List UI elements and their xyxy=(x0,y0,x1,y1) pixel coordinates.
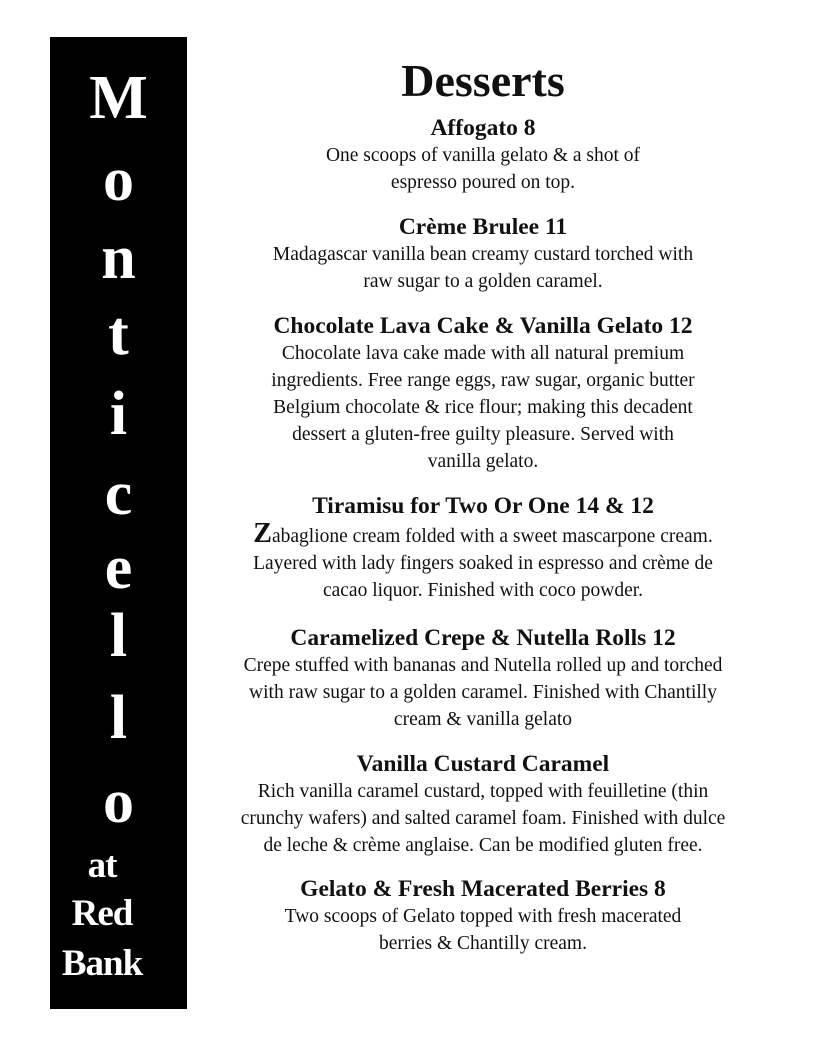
banner-letter: n xyxy=(101,224,136,292)
restaurant-name-banner xyxy=(50,37,187,1009)
item-description xyxy=(190,142,776,196)
description-line: berries & Chantilly cream. xyxy=(379,933,587,954)
description-line: Madagascar vanilla bean creamy custard torched with xyxy=(272,244,694,265)
item-name: Vanilla Custard Caramel xyxy=(356,751,610,777)
description-line: with raw sugar to a golden caramel. Finished with Chantilly xyxy=(249,682,717,703)
description-line: dessert a gluten-free guilty pleasure. Served with xyxy=(292,424,674,445)
menu-item-tiramisu xyxy=(190,492,776,604)
banner-letter: l xyxy=(109,602,128,670)
item-description xyxy=(190,903,776,957)
description-line xyxy=(190,520,776,550)
banner-letter: l xyxy=(109,684,128,752)
menu-item-custard-caramel xyxy=(190,750,776,859)
drop-cap: Z xyxy=(253,518,272,549)
menu-item-crepe xyxy=(190,624,776,733)
banner-letter: i xyxy=(109,380,128,448)
menu-item-lava-cake xyxy=(190,312,776,475)
description-line: cream & vanilla gelato xyxy=(393,709,573,730)
menu-item-creme-brulee xyxy=(190,213,776,295)
item-name: Tiramisu for Two Or One 14 & 12 xyxy=(312,493,654,519)
description-line: Two scoops of Gelato topped with fresh macerated xyxy=(284,906,682,927)
description-line: Rich vanilla caramel custard, topped with feuilletine (thin xyxy=(257,781,709,802)
banner-at: at xyxy=(87,845,117,886)
item-description xyxy=(190,652,776,733)
item-name: Crème Brulee 11 xyxy=(398,214,568,240)
menu-title: Desserts xyxy=(401,55,565,106)
item-name: Caramelized Crepe & Nutella Rolls 12 xyxy=(290,625,676,651)
description-line: de leche & crème anglaise. Can be modified gluten free. xyxy=(263,835,703,856)
description-text: abaglione cream folded with a sweet mascarpone cream. xyxy=(271,526,713,547)
banner-letter: o xyxy=(103,146,134,214)
description-line: cacao liquor. Finished with coco powder. xyxy=(322,580,644,601)
banner-red: Red xyxy=(71,893,133,934)
item-name: Chocolate Lava Cake & Vanilla Gelato 12 xyxy=(273,313,693,339)
description-line: espresso poured on top. xyxy=(390,172,576,193)
menu-item-gelato-berries xyxy=(190,875,776,957)
description-line: vanilla gelato. xyxy=(427,451,539,472)
description-line: raw sugar to a golden caramel. xyxy=(363,271,603,292)
description-line: Crepe stuffed with bananas and Nutella rolled up and torched xyxy=(243,655,723,676)
banner-letter: o xyxy=(103,768,134,836)
banner-bank: Bank xyxy=(61,943,143,984)
item-name: Gelato & Fresh Macerated Berries 8 xyxy=(300,876,666,902)
banner-letter: e xyxy=(104,534,133,602)
banner-letter: M xyxy=(89,64,148,132)
banner-letter: c xyxy=(104,460,133,528)
description-line: Chocolate lava cake made with all natural premium xyxy=(281,343,685,364)
banner-letter: t xyxy=(108,300,129,368)
item-description xyxy=(190,340,776,475)
description-line: One scoops of vanilla gelato & a shot of xyxy=(325,145,641,166)
description-line: crunchy wafers) and salted caramel foam. Finished with dulce xyxy=(240,808,726,829)
description-line: ingredients. Free range eggs, raw sugar, organic butter xyxy=(271,370,695,391)
item-description xyxy=(190,520,776,604)
description-line: Belgium chocolate & rice flour; making this decadent xyxy=(273,397,693,418)
description-line: Layered with lady fingers soaked in espresso and crème de xyxy=(253,553,713,574)
item-name: Affogato 8 xyxy=(430,115,536,141)
menu-item-affogato xyxy=(190,114,776,196)
item-description xyxy=(190,778,776,859)
item-description xyxy=(190,241,776,295)
